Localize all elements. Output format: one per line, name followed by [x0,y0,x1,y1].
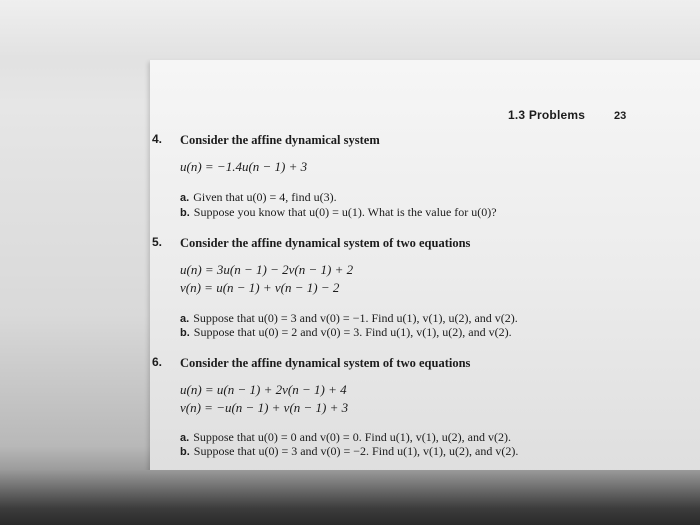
equation: v(n) = u(n − 1) + v(n − 1) − 2 [180,280,340,295]
problem-number: 5. [152,235,163,249]
part-label: b. [180,446,190,458]
problem-part [180,444,518,459]
part-label: b. [180,327,190,339]
part-label: b. [180,207,190,219]
problem-number: 6. [152,355,163,369]
part-text: Suppose you know that u(0) = u(1). What is the value for u(0)? [193,205,497,219]
part-text: Suppose that u(0) = 3 and v(0) = −1. Find u(1), v(1), u(2), and v(2). [193,311,518,325]
problem-part [180,325,512,340]
part-text: Given that u(0) = 4, find u(3). [193,190,337,204]
problem-intro: Consider the affine dynamical system of two equations [180,236,471,250]
part-label: a. [180,192,190,204]
part-text: Suppose that u(0) = 0 and v(0) = 0. Find u(1), v(1), u(2), and v(2). [193,430,511,444]
equation: u(n) = −1.4u(n − 1) + 3 [180,159,308,174]
page-number: 23 [614,110,627,122]
problem-intro: Consider the affine dynamical system [180,133,380,147]
problem-intro: Consider the affine dynamical system of two equations [180,356,471,370]
part-label: a. [180,313,190,325]
problem-part [180,205,497,220]
part-label: a. [180,432,190,444]
problem-part [180,430,511,445]
part-text: Suppose that u(0) = 3 and v(0) = −2. Find u(1), v(1), u(2), and v(2). [193,444,519,458]
problem-part [180,190,337,205]
equation: u(n) = u(n − 1) + 2v(n − 1) + 4 [180,382,347,397]
problem-number: 4. [152,132,163,146]
section-header: 1.3 Problems [508,108,586,122]
equation: u(n) = 3u(n − 1) − 2v(n − 1) + 2 [180,262,354,277]
part-text: Suppose that u(0) = 2 and v(0) = 3. Find u(1), v(1), u(2), and v(2). [193,325,512,339]
equation: v(n) = −u(n − 1) + v(n − 1) + 3 [180,400,349,415]
problem-part [180,311,518,326]
